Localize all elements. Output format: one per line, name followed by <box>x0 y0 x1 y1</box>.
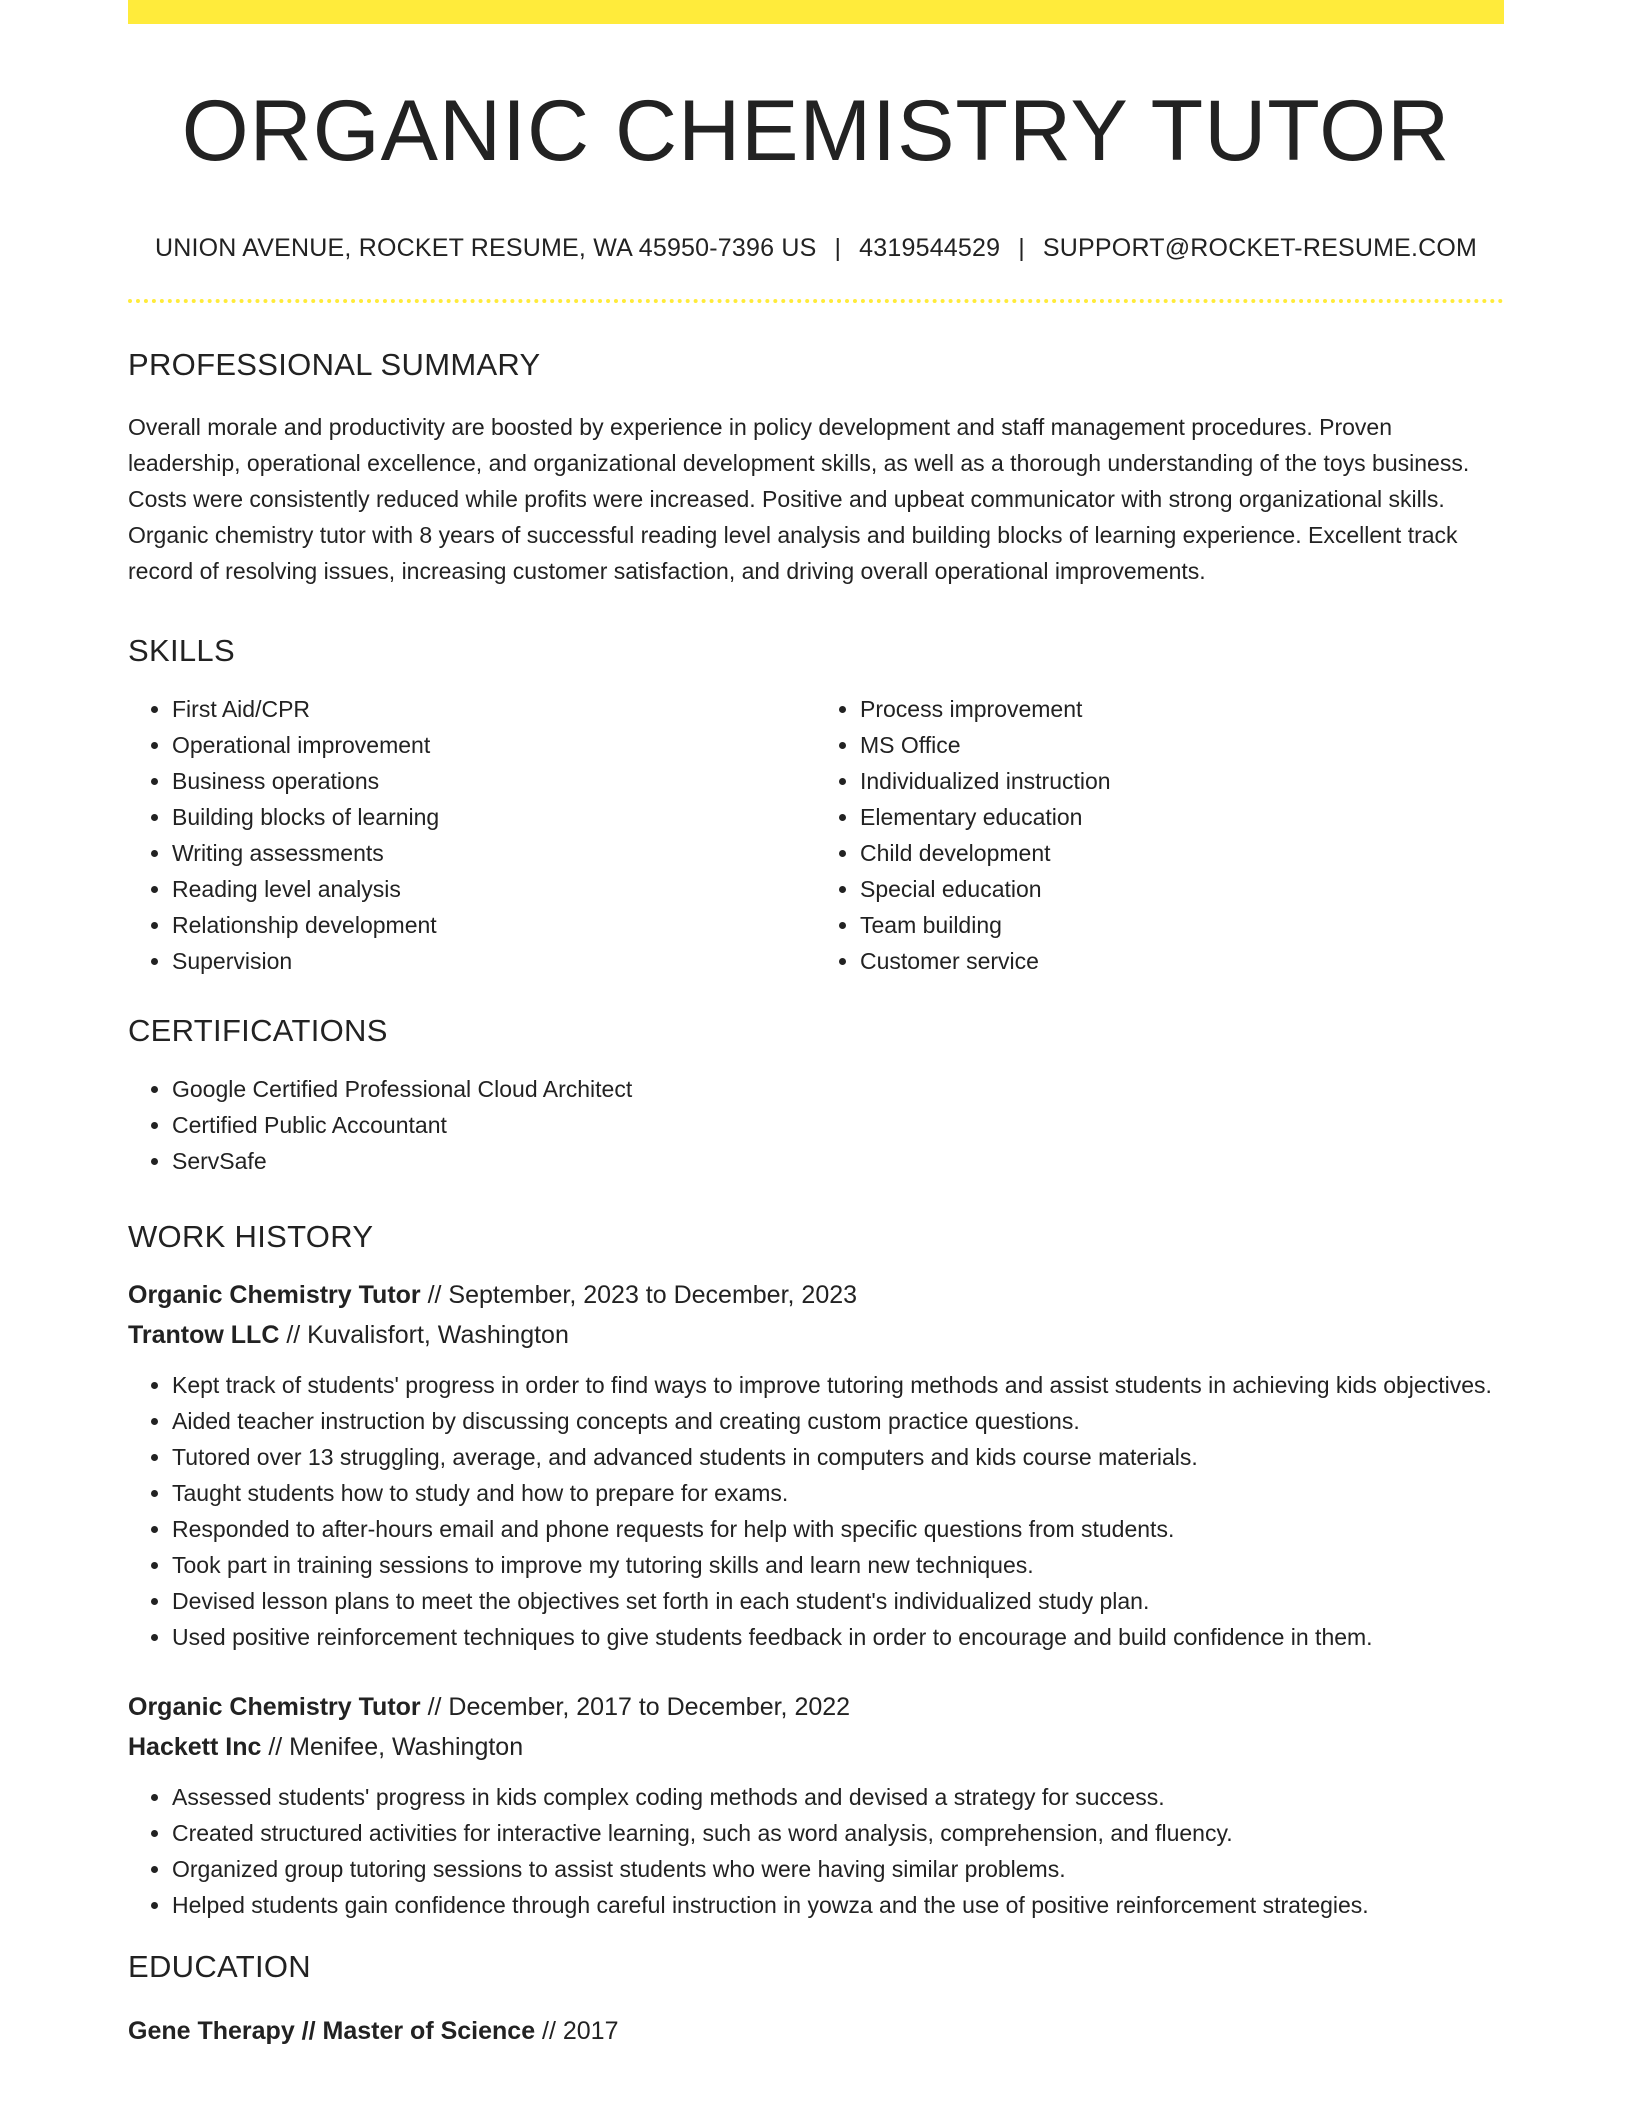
job-bullet: • Created structured activities for interactive learning, such as word analysis, comprehension, and fluency. <box>172 1815 1504 1851</box>
job-entry <box>128 1275 1504 1655</box>
skill-item: • Supervision <box>172 943 816 979</box>
contact-line <box>128 234 1504 263</box>
education-degree: Gene Therapy // Master of Science <box>128 2017 536 2046</box>
contact-separator: | <box>834 234 842 263</box>
job-company-line <box>128 1727 1504 1767</box>
job-title-line <box>128 1687 1504 1727</box>
job-bullet: • Organized group tutoring sessions to assist students who were having similar problems. <box>172 1851 1504 1887</box>
job-bullet: • Responded to after-hours email and phone requests for help with specific questions from students. <box>172 1511 1504 1547</box>
job-bullet: • Kept track of students' progress in order to find ways to improve tutoring methods and assist students in achieving kids objectives. <box>172 1367 1504 1403</box>
skills-columns <box>128 691 1504 979</box>
job-bullet: • Tutored over 13 struggling, average, and advanced students in computers and kids course materials. <box>172 1439 1504 1475</box>
job-bullet: • Aided teacher instruction by discussing concepts and creating custom practice questions. <box>172 1403 1504 1439</box>
skill-item: • Process improvement <box>860 691 1504 727</box>
certification-item: • Google Certified Professional Cloud Architect <box>172 1071 1504 1107</box>
job-entry <box>128 1687 1504 1923</box>
job-role: Organic Chemistry Tutor <box>128 1693 421 1722</box>
skills-left-list <box>128 691 816 979</box>
job-dates: // December, 2017 to December, 2022 <box>420 1693 851 1722</box>
job-bullets <box>128 1779 1504 1923</box>
skill-item: • Elementary education <box>860 799 1504 835</box>
accent-top-bar <box>128 0 1504 24</box>
dotted-divider <box>128 299 1504 303</box>
candidate-name: ORGANIC CHEMISTRY TUTOR <box>181 83 1451 179</box>
certification-item: • ServSafe <box>172 1143 1504 1179</box>
contact-email: SUPPORT@ROCKET-RESUME.COM <box>1042 234 1478 263</box>
job-role: Organic Chemistry Tutor <box>128 1281 421 1310</box>
job-bullet: • Helped students gain confidence through careful instruction in yowza and the use of positive reinforcement strategies. <box>172 1887 1504 1923</box>
job-location: // Kuvalisfort, Washington <box>279 1321 569 1350</box>
skill-item: • First Aid/CPR <box>172 691 816 727</box>
job-company: Hackett Inc <box>128 1733 262 1762</box>
skill-item: • Reading level analysis <box>172 871 816 907</box>
skill-item: • Team building <box>860 907 1504 943</box>
skill-item: • Writing assessments <box>172 835 816 871</box>
skill-item: • Individualized instruction <box>860 763 1504 799</box>
certifications-heading: CERTIFICATIONS <box>128 1013 388 1049</box>
job-location: // Menifee, Washington <box>261 1733 524 1762</box>
job-bullet: • Taught students how to study and how to prepare for exams. <box>172 1475 1504 1511</box>
resume-page <box>128 0 1504 2051</box>
job-company-line <box>128 1315 1504 1355</box>
contact-separator: | <box>1018 234 1025 263</box>
job-bullets <box>128 1367 1504 1655</box>
contact-phone: 4319544529 <box>859 234 1001 263</box>
education-entry <box>128 2011 1504 2051</box>
certification-item: • Certified Public Accountant <box>172 1107 1504 1143</box>
certifications-list <box>128 1071 1504 1179</box>
education-heading: EDUCATION <box>128 1949 311 1985</box>
job-bullet: • Used positive reinforcement techniques to give students feedback in order to encourage and build confidence in them. <box>172 1619 1504 1655</box>
skills-right-list <box>816 691 1504 979</box>
job-title-line <box>128 1275 1504 1315</box>
skill-item: • MS Office <box>860 727 1504 763</box>
skill-item: • Operational improvement <box>172 727 816 763</box>
skill-item: • Building blocks of learning <box>172 799 816 835</box>
summary-text: Overall morale and productivity are boosted by experience in policy development and staff management procedures. Proven leadership, operational excellence, and organizational development skills, as well as a thorough understanding of the toys business. Costs were consistently reduced while profits were increased. Positive and upbeat communicator with strong organizational skills. Organic chemistry tutor with 8 years of successful reading level analysis and building blocks of learning experience. Excellent track record of resolving issues, increasing customer satisfaction, and driving overall operational improvements. <box>128 414 1470 585</box>
skill-item: • Customer service <box>860 943 1504 979</box>
skill-item: • Relationship development <box>172 907 816 943</box>
job-company: Trantow LLC <box>128 1321 280 1350</box>
education-year: // 2017 <box>535 2017 619 2046</box>
job-bullet: • Devised lesson plans to meet the objectives set forth in each student's individualized study plan. <box>172 1583 1504 1619</box>
job-dates: // September, 2023 to December, 2023 <box>420 1281 858 1310</box>
skill-item: • Special education <box>860 871 1504 907</box>
skill-item: • Business operations <box>172 763 816 799</box>
summary-heading: PROFESSIONAL SUMMARY <box>128 347 541 383</box>
skills-heading: SKILLS <box>128 633 235 669</box>
work-history-heading: WORK HISTORY <box>128 1219 374 1255</box>
skill-item: • Child development <box>860 835 1504 871</box>
contact-address: UNION AVENUE, ROCKET RESUME, WA 45950-7396 US <box>154 234 817 263</box>
job-bullet: • Took part in training sessions to improve my tutoring skills and learn new techniques. <box>172 1547 1504 1583</box>
job-bullet: • Assessed students' progress in kids complex coding methods and devised a strategy for success. <box>172 1779 1504 1815</box>
